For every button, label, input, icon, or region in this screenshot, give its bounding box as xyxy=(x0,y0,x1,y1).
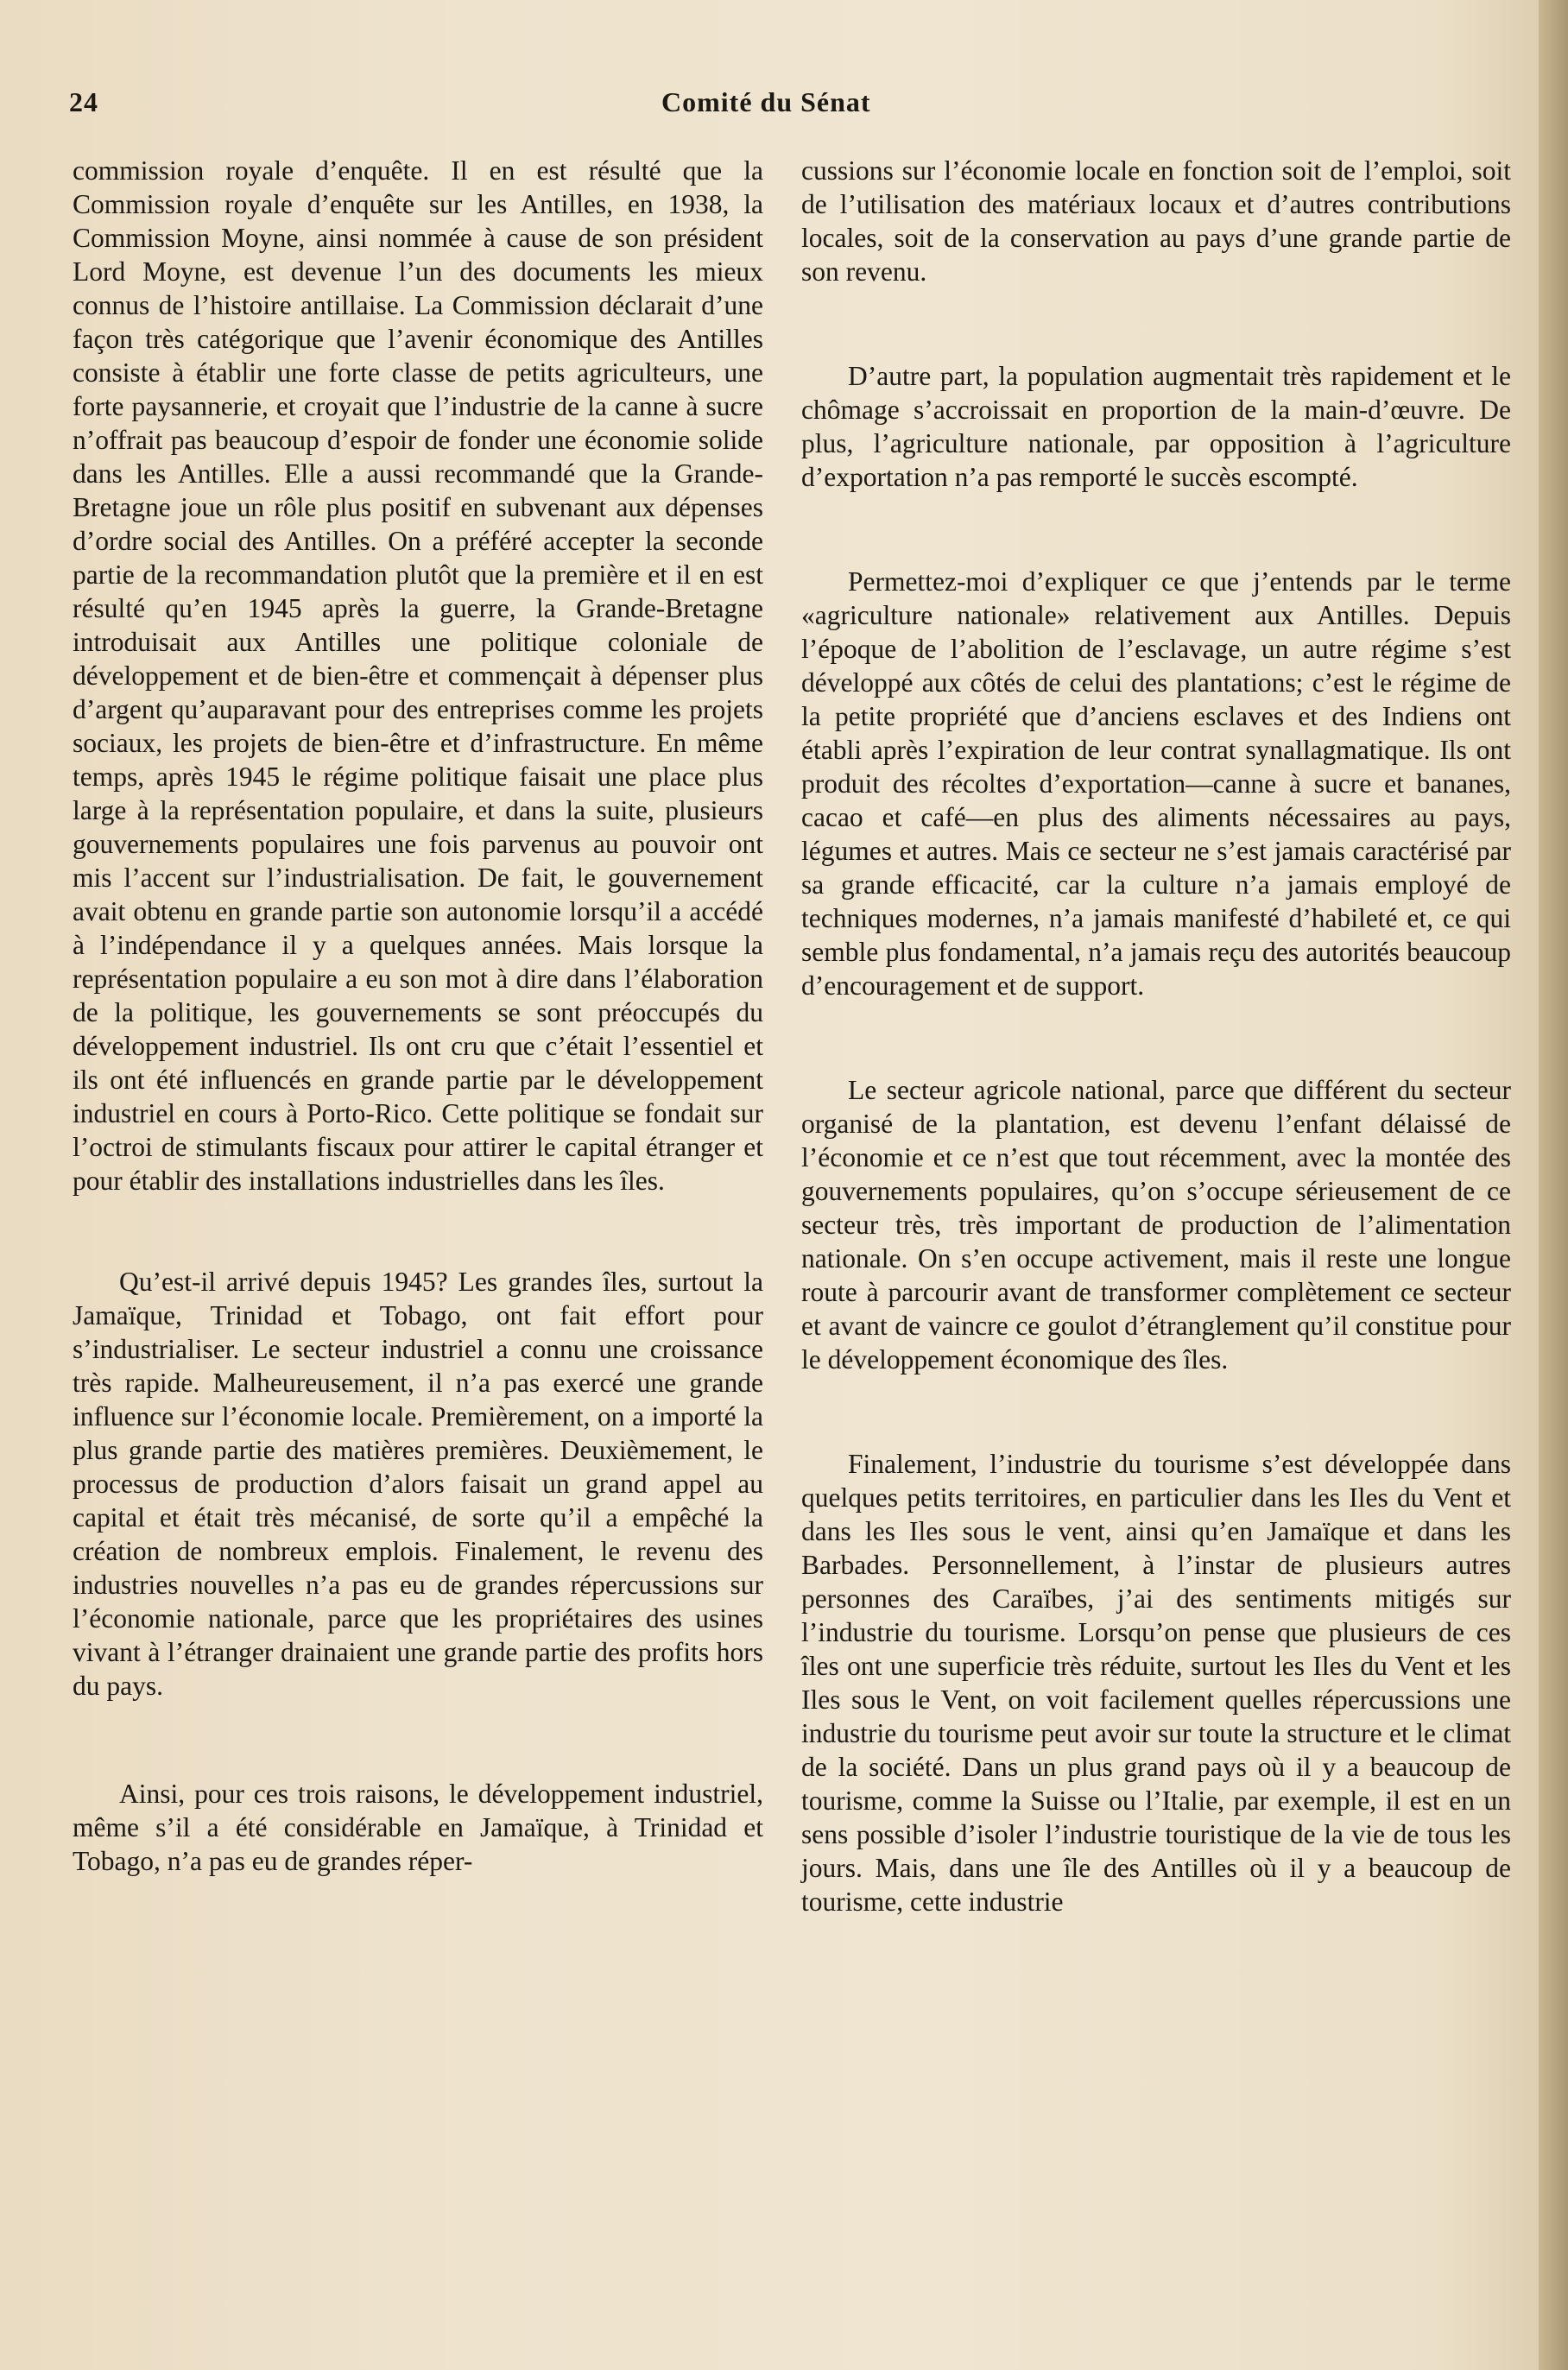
right-column xyxy=(801,154,1511,1918)
page-header xyxy=(69,86,1485,138)
paragraph-local-economy: cussions sur l’économie locale en fonction soit de l’emploi, soit de l’utilisation des matériaux locaux et d’autres contributions locales, soit de la conservation au pays d’une grande partie de son revenu. xyxy=(801,155,1511,287)
left-column xyxy=(73,154,763,1878)
paragraph-national-agriculture: Permettez-moi d’expliquer ce que j’entends par le terme «agriculture nationale» relativement aux Antilles. Depuis l’époque de l’abolition de l’esclavage, un autre régime s’est développé aux côtés de celui des plantations; c’est le régime de la petite propriété que d’anciens esclaves et des Indiens ont établi après l’expiration de leur contrat synallagmatique. Ils ont produit des récoltes d’exportation—canne à sucre et bananes, cacao et café—en plus des aliments nécessaires au pays, légumes et autres. Mais ce secteur ne s’est jamais caractérisé par sa grande efficacité, car la culture n’a jamais employé de techniques modernes, n’a jamais manifesté d’habileté et, ce qui semble plus fondamental, n’a jamais reçu des autorités beaucoup d’encouragement et de support. xyxy=(801,566,1511,1001)
paragraph-three-reasons: Ainsi, pour ces trois raisons, le développement industriel, même s’il a été considérable en Jamaïque, à Trinidad et Tobago, n’a pas eu de grandes réper- xyxy=(73,1779,763,1876)
paragraph-commission-moyne: commission royale d’enquête. Il en est résulté que la Commission royale d’enquête sur les Antilles, en 1938, la Commission Moyne, ainsi nommée à cause de son président Lord Moyne, est devenue l’un des documents les mieux connus de l’histoire antillaise. La Commission déclarait d’une façon très catégorique que l’avenir économique des Antilles consiste à établir une forte classe de petits agriculteurs, une forte paysannerie, et croyait que l’industrie de la canne à sucre n’offrait pas beaucoup d’espoir de fonder une économie solide dans les Antilles. Elle a aussi recommandé que la Grande-Bretagne joue un rôle plus positif en subvenant aux dépenses d’ordre social des Antilles. On a préféré accepter la seconde partie de la recommandation plutôt que la première et il en est résulté qu’en 1945 après la guerre, la Grande-Bretagne introduisait aux Antilles une politique coloniale de développement et de bien-être et commençait à dépenser plus d’argent qu’auparavant pour des entreprises comme les projets sociaux, les projets de bien-être et d’infrastructure. En même temps, après 1945 le régime politique faisait une place plus large à la représentation populaire, et dans la suite, plusieurs gouvernements populaires une fois parvenus au pouvoir ont mis l’accent sur l’industrialisation. De fait, le gouvernement avait obtenu en grande partie son autonomie lorsqu’il a accédé à l’indépendance il y a quelques années. Mais lorsque la représentation populaire a eu son mot à dire dans l’élaboration de la politique, les gouvernements se sont préoccupés du développement industriel. Ils ont cru que c’était l’essentiel et ils ont été influencés en grande partie par le développement industriel en cours à Porto-Rico. Cette politique se fondait sur l’octroi de stimulants fiscaux pour attirer le capital étranger et pour établir des installations industrielles dans les îles. xyxy=(73,155,763,1196)
paragraph-since-1945: Qu’est-il arrivé depuis 1945? Les grandes îles, surtout la Jamaïque, Trinidad et Tobago, ont fait effort pour s’industrialiser. Le secteur industriel a connu une croissance très rapide. Malheureusement, il n’a pas exercé une grande influence sur l’économie locale. Premièrement, on a importé la plus grande partie des matières premières. Deuxièmement, le processus de production d’alors faisait un grand appel au capital et était très mécanisé, de sorte qu’il a empêché la création de nombreux emplois. Finalement, le revenu des industries nouvelles n’a pas eu de grandes répercussions sur l’économie nationale, parce que les propriétaires des usines vivant à l’étranger drainaient une grande partie des profits hors du pays. xyxy=(73,1267,763,1701)
paragraph-agricultural-sector: Le secteur agricole national, parce que différent du secteur organisé de la plantation, est devenu l’enfant délaissé de l’économie et ce n’est que tout récemment, avec la montée des gouvernements populaires, qu’on s’occupe sérieusement de ce secteur très, très important de production de l’alimentation nationale. On s’en occupe activement, mais il reste une longue route à parcourir avant de transformer complètement ce secteur et avant de vaincre ce goulot d’étranglement qu’il constitue pour le développement économique des îles. xyxy=(801,1075,1511,1375)
paragraph-population-growth: D’autre part, la population augmentait très rapidement et le chômage s’accroissait en proportion de la main-d’œuvre. De plus, l’agriculture nationale, par opposition à l’agriculture d’exportation n’a pas remporté le succès escompté. xyxy=(801,361,1511,492)
running-title: Comité du Sénat xyxy=(661,86,871,117)
page-number: 24 xyxy=(69,86,98,117)
page-edge-shadow xyxy=(1539,0,1568,2370)
paragraph-tourism: Finalement, l’industrie du tourisme s’est développée dans quelques petits territoires, en particulier dans les Iles du Vent et dans les Iles sous le vent, ainsi qu’en Jamaïque et dans les Barbades. Personnellement, à l’instar de plusieurs autres personnes des Caraïbes, j’ai des sentiments mitigés sur l’industrie du tourisme. Lorsqu’on pense que plusieurs de ces îles ont une superficie très réduite, surtout les Iles du Vent et les Iles sous le Vent, on voit facilement quelles répercussions une industrie du tourisme peut avoir sur toute la structure et le climat de la société. Dans un plus grand pays où il y a beaucoup de tourisme, comme la Suisse ou l’Italie, par exemple, il est en un sens possible d’isoler l’industrie touristique de la vie de tous les jours. Mais, dans une île des Antilles où il y a beaucoup de tourisme, cette industrie xyxy=(801,1449,1511,1917)
